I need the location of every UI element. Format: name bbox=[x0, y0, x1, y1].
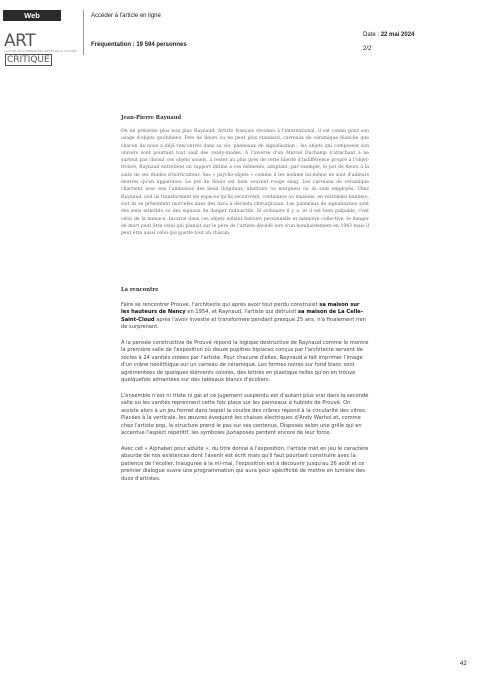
publication-date bbox=[363, 32, 414, 38]
p1-text-d: après l'avoir investie et transformée pendant presque 25 ans, n'a finalement rien de surprenant. bbox=[121, 316, 366, 331]
bio-paragraph: On ne présente plus non plus Raynaud. Artiste français reconnu à l'international, il est connu pour son usage d'objets quotidiens. Pots de fleurs ou ne peut plus standard, carreaux de céramique blanche que chacun de nous a déjà rencontrés dans sa vie, panneaux de signalisation ; les objets qui composent son univers sont pourtant tout sauf des ready-mades. À l'inverse d'un Marcel Duchamp s'attachant à ne surtout pas choisir ces objets usuels, à rester au plus près de cette liberté d'indifférence propre à l'objet-trouvé, Raynaud entretient un rapport intime à ces éléments, adoptant, par exemple, le pot de fleurs à la suite de ses études d'horticulteur. Ses « psycho-objets » comme il les nomme lui-même ne sont d'ailleurs neutres qu'en apparence. Le pot de fleurs est bien souvent rouge sang. Les carreaux de céramique charrient avec eux l'ambiance des lieux (hôpitaux, abattoirs ou morgues) où ils sont employés. Chez Raynaud, soit ils transforment les espaces qu'ils recouvrent, containers ou maisons, en véritables bunkers, soit ils se présentent morcelés dans des bacs à déchets chirurgicaux. Les panneaux de signalisation sont des sens interdits ou des signaux de danger radioactifs. Si ordinaire il y a, et il est bien palpable, c'est celui de la menace. Incarné dans ces objets mêlant histoire personnelle et mémoire collective, le danger de mort peut être celui qui planait sur le père de l'artiste décédé lors d'un bombardement en 1943 mais il peut être aussi celui qui guette tout un chacun. bbox=[121, 129, 369, 237]
web-tab: Web bbox=[3, 10, 61, 21]
paragraph-1 bbox=[121, 302, 369, 332]
p1-text-c: en 1954, et Raynaud, l'artiste qui détruisit bbox=[185, 309, 298, 316]
logo-word-art: ART bbox=[4, 31, 36, 51]
art-critique-logo bbox=[4, 31, 79, 65]
press-header bbox=[0, 0, 480, 65]
link-maison-nancy[interactable]: sa maison sur les hauteurs de Nancy bbox=[121, 302, 360, 316]
logo-tagline: L'ACTUALITÉ DU MONDE DE L'ART ET DE LA CULTURE bbox=[4, 50, 77, 53]
p1-text-a: Faire se rencontrer Prouvé, l'architecte qui après avoir tout perdu construisit bbox=[121, 302, 320, 308]
page-number: 42 bbox=[460, 661, 467, 667]
header-divider bbox=[83, 10, 84, 55]
page-count: 2/2 bbox=[363, 46, 372, 52]
date-value: 22 mai 2024 bbox=[380, 32, 415, 38]
link-maison-la-celle[interactable]: sa maison de La Celle-Saint-Cloud bbox=[121, 309, 363, 323]
audience-count: Fréquentation : 19 594 personnes bbox=[91, 42, 187, 48]
paragraph-3: L'ensemble n'est ni triste ni gai et ce jugement suspendu est d'autant plus vrai dans la seconde salle où les vanités reprennent cette fois place sur les panneaux à hublots de Prouvé. On assiste alors à un jeu formel dans lequel la courbe des crânes répond à la circularité des vitres. Placées à la verticale, les œuvres évoquent les chaises électriques d'Andy Warhol et, comme chez l'artiste pop, la structure prend le pas sur ses contenus. Disposés selon une grille qui en accentue l'aspect répétitif, les symboles juxtaposés perdent encore de leur force. bbox=[121, 392, 369, 437]
article-body bbox=[121, 302, 369, 491]
bio-author-heading: Jean-Pierre Raynaud bbox=[121, 115, 182, 121]
date-label: Date : bbox=[363, 32, 381, 38]
paragraph-4: Avec cet « Alphabet pour adulte », du titre donné à l'exposition, l'artiste met en jeu le caractère absurde de nos existences dont l'avenir est écrit mais qu'il faut pourtant construire avec la patience de l'écolier. Inaugurée à la mi-mai, l'exposition est à découvrir jusqu'au 26 août et ce premier dialogue ouvre une programmation qui aura pour spécificité de mettre en lumière des duos d'artistes. bbox=[121, 445, 369, 482]
paragraph-2: À la pensée constructive de Prouvé répond la logique destructive de Raynaud comme le montre la première salle de l'exposition où douze pupitres biplaces conçus par l'architecte servent de socles à 24 vanités créées par l'artiste. Pour chacune d'elles, Raynaud a fait imprimer l'image d'un crâne néolithique sur un carreau de céramique. Les formes noires sur fond blanc sont agrémentées de quelques éléments colorés, des lettres en plastique telles qu'on en trouve quelquefois aimantées sur des tableaux blancs d'écoliers. bbox=[121, 340, 369, 384]
logo-word-critique: CRITIQUE bbox=[7, 55, 50, 65]
access-article-link[interactable]: Accéder à l'article en ligne bbox=[91, 13, 161, 19]
section-heading: La rencontre bbox=[121, 287, 159, 293]
